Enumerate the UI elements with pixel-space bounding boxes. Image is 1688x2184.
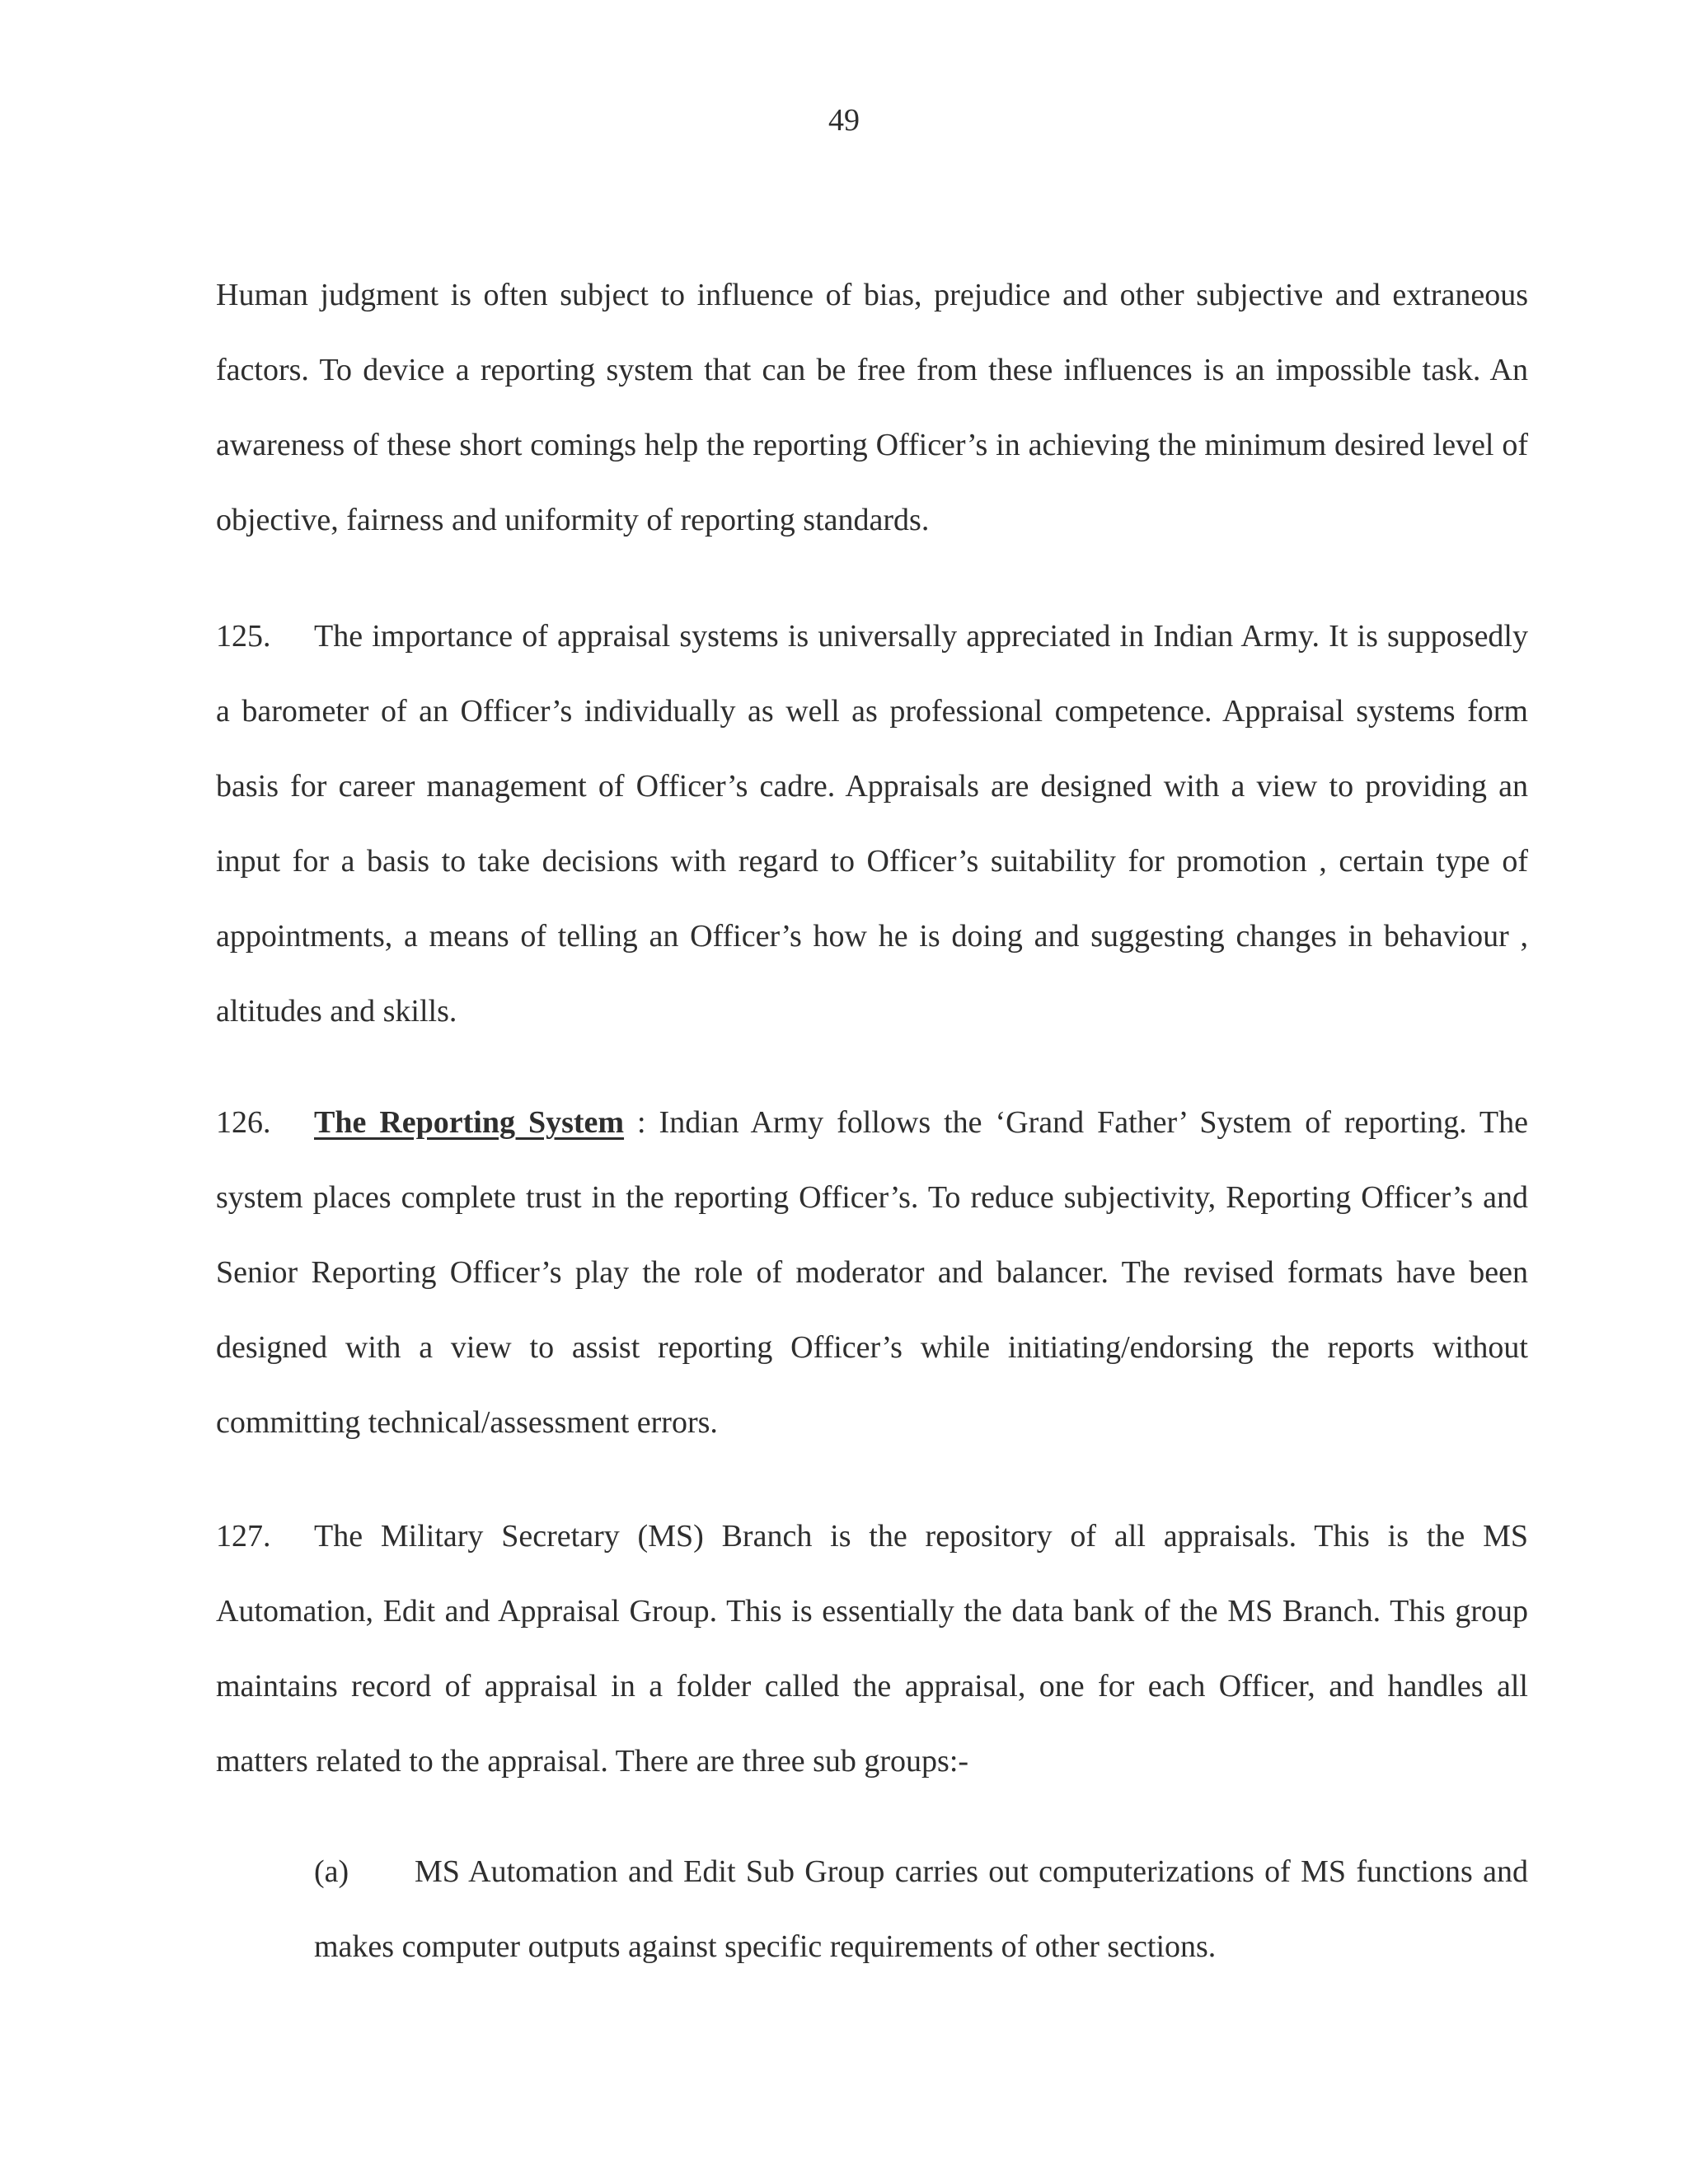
paragraph-127-text: The Military Secretary (MS) Branch is the repository of all appraisals. This is the MS Automation, Edit and Appraisal Group. This is essentially the data bank of the MS Branch. This group maintains record of appraisal in a folder called the appraisal, one for each Officer, and handles all matters related to the appraisal. There are three sub groups:- (216, 1519, 1528, 1779)
paragraph-number-126: 126. (216, 1105, 271, 1140)
subparagraph-label-a: (a) (314, 1854, 349, 1889)
reporting-system-heading: The Reporting System (314, 1105, 625, 1140)
paragraph-126 (216, 1085, 1528, 1460)
paragraph-intro-text: Human judgment is often subject to influence of bias, prejudice and other subjective and extraneous factors. To device a reporting system that can be free from these influences is an impossible task. An awareness of these short comings help the reporting Officer’s in achieving the minimum desired level of objective, fairness and uniformity of reporting standards. (216, 278, 1528, 537)
subparagraph-127a-text: MS Automation and Edit Sub Group carries out computerizations of MS functions and makes computer outputs against specific requirements of other sections. (314, 1854, 1528, 1964)
subparagraph-127a (314, 1835, 1528, 1985)
page-number: 49 (828, 103, 860, 138)
paragraph-127 (216, 1499, 1528, 1799)
paragraph-number-125: 125. (216, 619, 271, 654)
paragraph-125-text: The importance of appraisal systems is universally appreciated in Indian Army. It is supposedly a barometer of an Officer’s individually as well as professional competence. Appraisal systems form basis for career management of Officer’s cadre. Appraisals are designed with a view to providing an input for a basis to take decisions with regard to Officer’s suitability for promotion , certain type of appointments, a means of telling an Officer’s how he is doing and suggesting changes in behaviour , altitudes and skills. (216, 619, 1528, 1029)
paragraph-126-text: : Indian Army follows the ‘Grand Father’ System of reporting. The system places complete trust in the reporting Officer’s. To reduce subjectivity, Reporting Officer’s and Senior Reporting Officer’s play the role of moderator and balancer. The revised formats have been designed with a view to assist reporting Officer’s while initiating/endorsing the reports without committing technical/assessment errors. (216, 1105, 1528, 1440)
paragraph-intro (216, 258, 1528, 558)
paragraph-number-127: 127. (216, 1519, 271, 1554)
paragraph-125 (216, 599, 1528, 1049)
